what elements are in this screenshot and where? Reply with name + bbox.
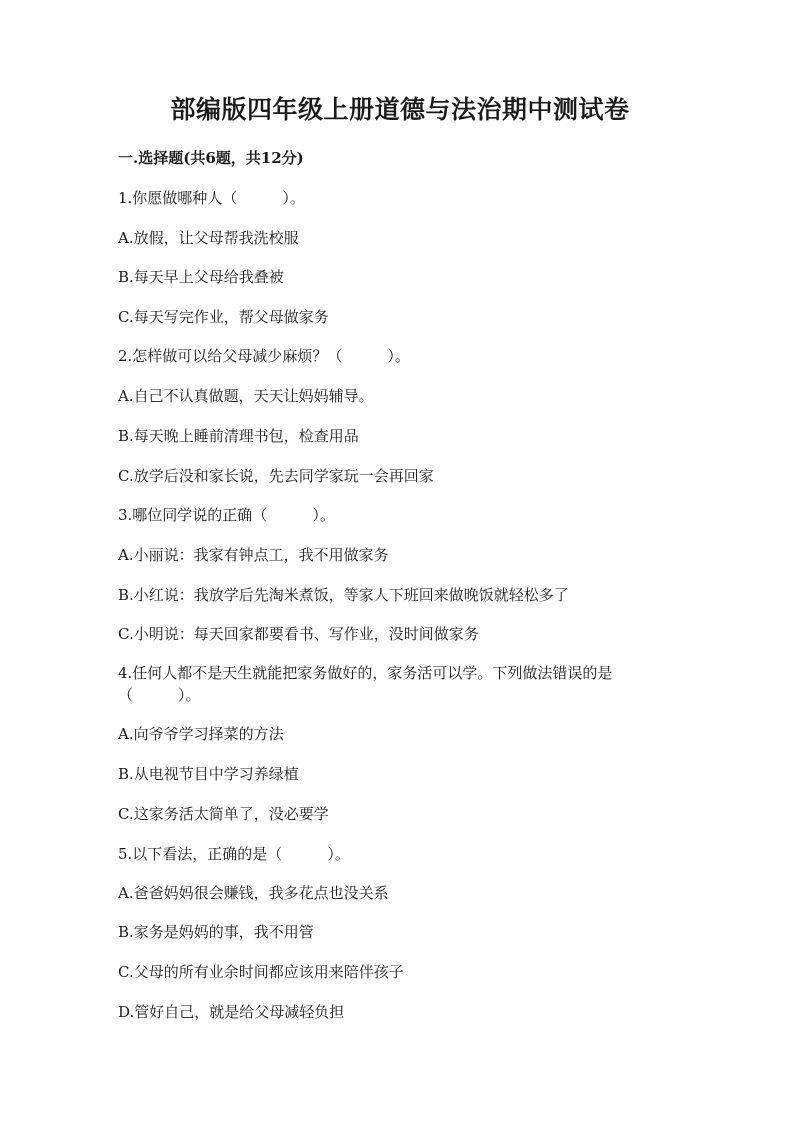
question-2-option-b: B.每天晚上睡前清理书包，检查用品 — [118, 427, 359, 445]
question-3-option-a: A.小丽说：我家有钟点工，我不用做家务 — [118, 546, 389, 564]
question-1-option-a: A.放假，让父母帮我洗校服 — [118, 229, 299, 247]
question-3-option-b: B.小红说：我放学后先淘米煮饭，等家人下班回来做晚饭就轻松多了 — [118, 586, 569, 604]
question-4-stem-line-2: （ ）。 — [118, 686, 201, 704]
question-5-option-c: C.父母的所有业余时间都应该用来陪伴孩子 — [118, 963, 404, 981]
question-4-option-b: B.从电视节目中学习养绿植 — [118, 765, 299, 783]
question-1-option-c: C.每天写完作业，帮父母做家务 — [118, 308, 329, 326]
page-title: 部编版四年级上册道德与法治期中测试卷 — [170, 95, 630, 124]
question-2-stem: 2.怎样做可以给父母减少麻烦？（ ）。 — [118, 347, 410, 365]
question-4-option-a: A.向爷爷学习择菜的方法 — [118, 725, 284, 743]
question-3-stem: 3.哪位同学说的正确（ ）。 — [118, 506, 335, 524]
question-2-option-a: A.自己不认真做题，天天让妈妈辅导。 — [118, 387, 374, 405]
question-4-option-c: C.这家务活太简单了，没必要学 — [118, 805, 329, 823]
question-1-option-b: B.每天早上父母给我叠被 — [118, 268, 284, 286]
section-heading: 一.选择题(共6题，共12分) — [118, 149, 304, 167]
question-3-option-c: C.小明说：每天回家都要看书、写作业，没时间做家务 — [118, 625, 479, 643]
question-4-stem — [118, 662, 612, 706]
question-4-stem-line-1: 4.任何人都不是天生就能把家务做好的，家务活可以学。下列做法错误的是 — [118, 664, 613, 682]
question-2-option-c: C.放学后没和家长说，先去同学家玩一会再回家 — [118, 467, 434, 485]
question-1-stem: 1.你愿做哪种人（ ）。 — [118, 189, 305, 207]
question-5-option-d: D.管好自己，就是给父母减轻负担 — [118, 1003, 345, 1021]
question-5-stem: 5.以下看法，正确的是（ ）。 — [118, 845, 350, 863]
question-5-option-b: B.家务是妈妈的事，我不用管 — [118, 923, 314, 941]
question-5-option-a: A.爸爸妈妈很会赚钱，我多花点也没关系 — [118, 884, 389, 902]
